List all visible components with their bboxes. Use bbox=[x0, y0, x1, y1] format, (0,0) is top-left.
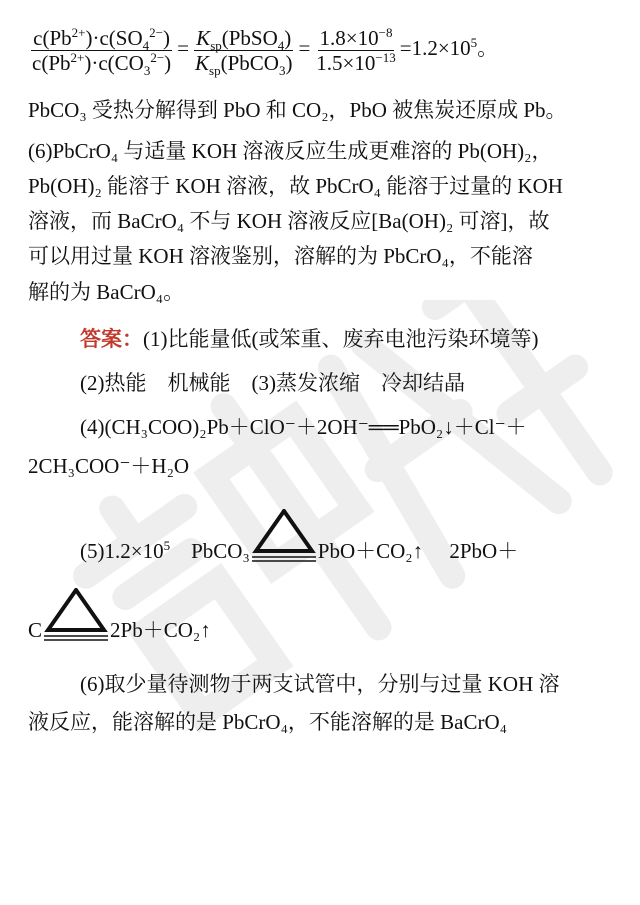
text-line: 溶液，而 BaCrO₄ 不与 KOH 溶液反应[Ba(OH)₂ 可溶]，故 bbox=[28, 209, 550, 233]
answer-line-4a: (4)(CH₃COO)₂Pb＋ClO⁻＋2OH⁻══PbO₂↓＋Cl⁻＋ bbox=[80, 415, 527, 439]
answer-line-5a: $(5)1.2\times 10^5$ PbCO₃ PbO＋CO₂↑ 2PbO＋ bbox=[80, 537, 618, 567]
fraction-values: $\frac{1.8\times 10^{-8}}{1.5\times 10^{-13}}$ bbox=[316, 24, 396, 75]
answer-line-1: 答案：(1)比能量低(或笨重、废弃电池污染环境等) bbox=[80, 327, 539, 351]
fraction-ksp: $\frac{K_{sp}(PbSO_4)}{K_{sp}(PbCO_3)}$ bbox=[195, 25, 293, 78]
heating-arrow-icon bbox=[250, 539, 318, 567]
answer-line-4b: 2CH₃COO⁻＋H₂O bbox=[28, 454, 190, 478]
text-line: 解的为 BaCrO₄。 bbox=[28, 280, 185, 304]
answer-line-5b: C 2Pb＋CO₂↑ bbox=[28, 616, 618, 646]
text-line: (6)PbCrO₄ 与适量 KOH 溶液反应生成更难溶的 Pb(OH)₂， bbox=[28, 139, 553, 163]
text-line: 可以用过量 KOH 溶液鉴别，溶解的为 PbCrO₄，不能溶 bbox=[28, 244, 533, 268]
answer-line-6b: 液反应，能溶解的是 PbCrO₄，不能溶解的是 BaCrO₄ bbox=[28, 710, 507, 734]
text-line: PbCO₃ 受热分解得到 PbO 和 CO₂，PbO 被焦炭还原成 Pb。 bbox=[28, 98, 567, 122]
answer-line-2: (2)热能 机械能 (3)蒸发浓缩 冷却结晶 bbox=[80, 371, 465, 395]
answer-label: 答案： bbox=[80, 327, 143, 351]
heating-arrow-icon bbox=[42, 618, 110, 646]
equilibrium-calculation: $\frac{c(Pb^{2+})\cdot c(SO_4^{2-})}{c(Pb^{2+})\cdot c(CO_3^{2-})}$ = $\frac{K_{sp}(PbSO_4)}{K_{sp}(PbCO_3)}$ = $\frac{1.8\times 10^{-8}}{1.5\times 10^{-13}}$ $=1.2\times 10^5$。 bbox=[32, 24, 499, 78]
text-line: Pb(OH)₂ 能溶于 KOH 溶液，故 PbCrO₄ 能溶于过量的 KOH bbox=[28, 174, 563, 198]
fraction-concentration: $\frac{c(Pb^{2+})\cdot c(SO_4^{2-})}{c(Pb^{2+})\cdot c(CO_3^{2-})}$ bbox=[32, 24, 172, 78]
answer-line-6a: (6)取少量待测物于两支试管中，分别与过量 KOH 溶 bbox=[80, 672, 560, 696]
